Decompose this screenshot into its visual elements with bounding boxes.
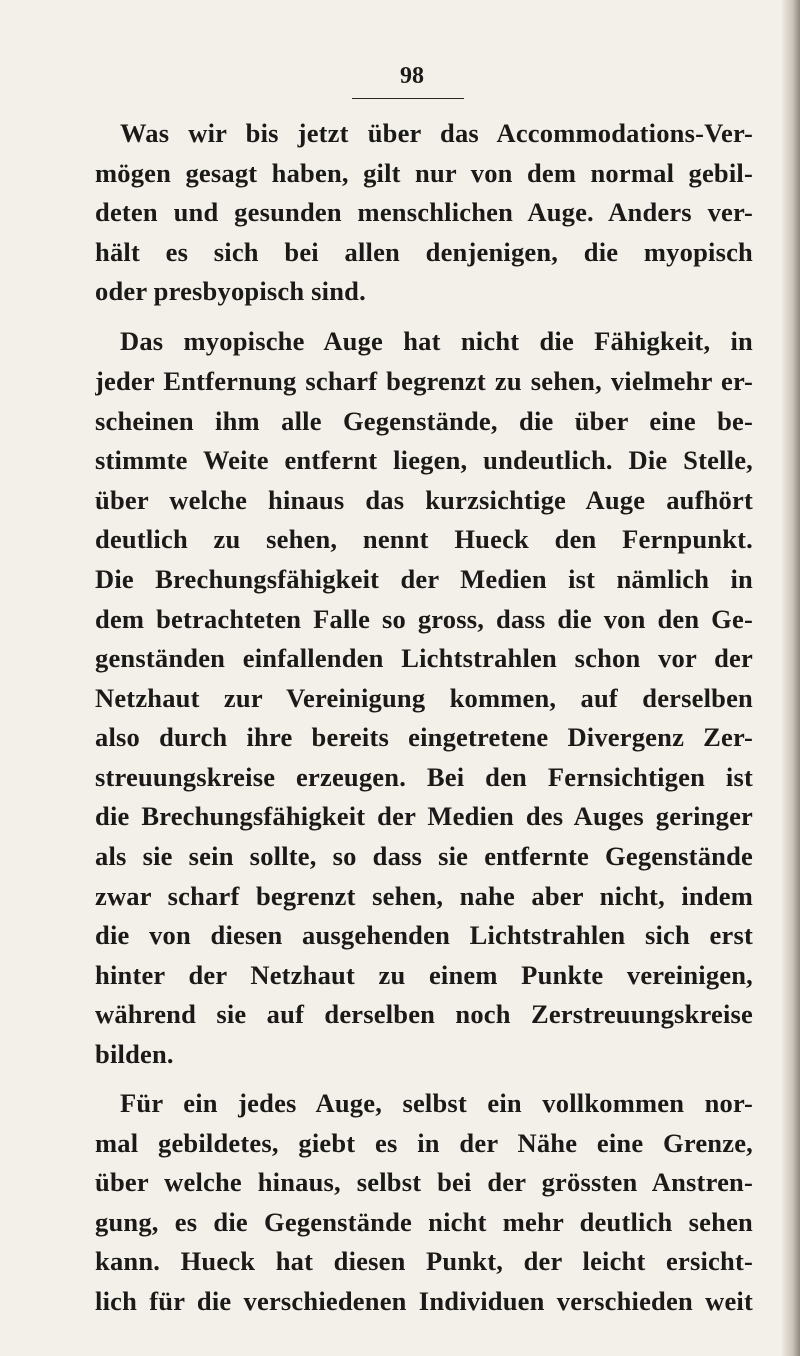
text-line: genständen einfallenden Lichtstrahlen schon vor der (95, 643, 753, 674)
text-line: über welche hinaus das kurzsichtige Auge aufhört (95, 484, 753, 515)
text-line: Netzhaut zur Vereinigung kommen, auf derselben (95, 682, 753, 713)
text-line: mögen gesagt haben, gilt nur von dem normal gebil- (95, 157, 753, 188)
page-edge-shadow (782, 0, 800, 1356)
text-line: hält es sich bei allen denjenigen, die myopisch (95, 236, 753, 267)
text-line: bilden. (95, 1039, 174, 1070)
text-line: stimmte Weite entfernt liegen, undeutlich. Die Stelle, (95, 445, 753, 476)
text-line: die Brechungsfähigkeit der Medien des Auges geringer (95, 801, 753, 832)
text-line: also durch ihre bereits eingetretene Divergenz Zer- (95, 722, 753, 753)
text-line: als sie sein sollte, so dass sie entfernte Gegenstände (95, 841, 753, 872)
text-line: scheinen ihm alle Gegenstände, die über eine be- (95, 405, 753, 436)
text-line: die von diesen ausgehenden Lichtstrahlen sich erst (95, 920, 753, 951)
text-line: kann. Hueck hat diesen Punkt, der leicht ersicht- (95, 1246, 753, 1277)
text-line: Was wir bis jetzt über das Accommodations-Ver- (120, 118, 753, 148)
text-line: gung, es die Gegenstände nicht mehr deutlich sehen (95, 1206, 753, 1237)
text-line: dem betrachteten Falle so gross, dass die von den Ge- (95, 603, 753, 634)
text-line: Das myopische Auge hat nicht die Fähigkeit, in (120, 326, 753, 357)
text-line: deten und gesunden menschlichen Auge. Anders ver- (95, 197, 753, 228)
text-line: Die Brechungsfähigkeit der Medien ist nämlich in (95, 563, 753, 594)
text-line: Für ein jedes Auge, selbst ein vollkommen nor- (120, 1088, 753, 1119)
text-line: jeder Entfernung scharf begrenzt zu sehen, vielmehr er- (95, 365, 753, 396)
page-number: 98 (400, 63, 424, 89)
text-line: mal gebildetes, giebt es in der Nähe eine Grenze, (95, 1127, 753, 1158)
text-line: hinter der Netzhaut zu einem Punkte vereinigen, (95, 959, 753, 990)
page-number-rule (352, 98, 464, 99)
text-line: deutlich zu sehen, nennt Hueck den Fernpunkt. (95, 524, 753, 555)
text-line: streuungskreise erzeugen. Bei den Fernsichtigen ist (95, 761, 753, 792)
text-line: über welche hinaus, selbst bei der grössten Anstren- (95, 1167, 753, 1198)
text-line: lich für die verschiedenen Individuen verschieden weit (95, 1286, 753, 1317)
text-line: oder presbyopisch sind. (95, 276, 366, 307)
text-line: während sie auf derselben noch Zerstreuungskreise (95, 999, 753, 1030)
text-line: zwar scharf begrenzt sehen, nahe aber nicht, indem (95, 880, 753, 911)
